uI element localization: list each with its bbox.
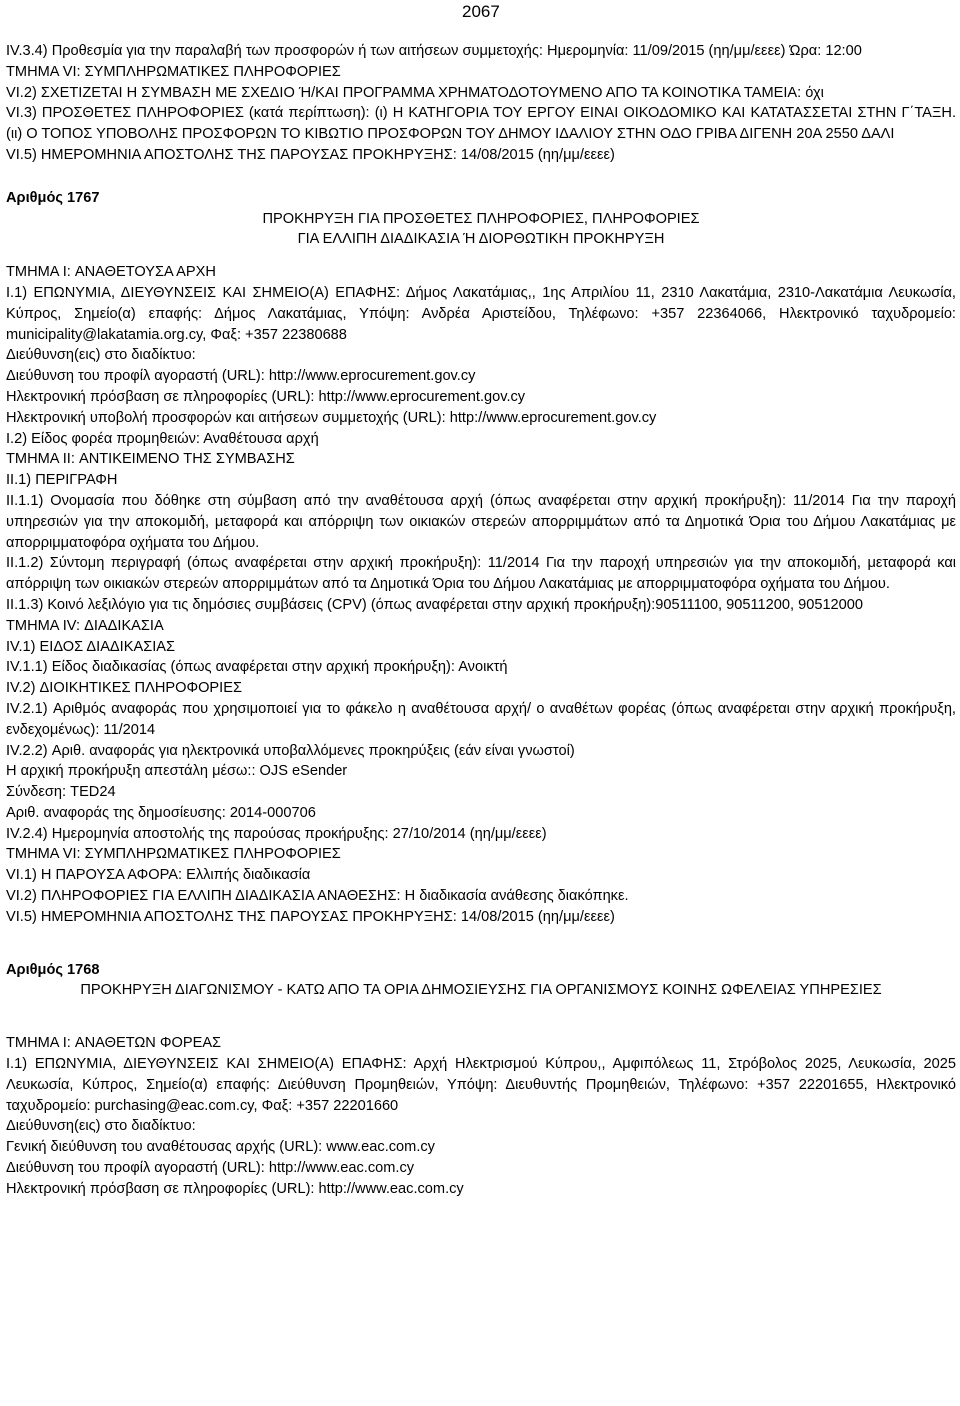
- notice-dispatch-date: IV.2.4) Ημερομηνία αποστολής της παρούσας προκήρυξης: 27/10/2014 (ηη/μμ/εεεε): [6, 825, 547, 842]
- original-sent-via: Η αρχική προκήρυξη απεστάλη μέσω:: OJS eSender: [6, 763, 348, 780]
- notice-number: Αριθμός 1768: [6, 961, 100, 978]
- contact-details: I.1) ΕΠΩΝΥΜΙΑ, ΔΙΕΥΘΥΝΣΕΙΣ ΚΑΙ ΣΗΜΕΙΟ(Α) ΕΠΑΦΗΣ: Δήμος Λακατάμιας,, 1ης Απριλίου 11, 2310 Λακατάμια, 2310-Λακατάμια Λευκωσία, Κύπρος, Σημείο(α) επαφής: Δήμος Λακατάμιας, Υπόψη: Ανδρέα Αριστείδου, Τηλέφωνο: +357 22364066, Ηλεκτρονικό ταχυδρομείο: municipality@lakatamia.org.cy, Φαξ: +357 22380688: [6, 284, 956, 343]
- file-reference: IV.2.1) Αριθμός αναφοράς που χρησιμοποιεί για το φάκελο η αναθέτουσα αρχή/ ο αναθέτων φορέας (όπως αναφέρεται στην αρχική προκήρυξη, ενδεχομένως): 11/2014: [6, 700, 956, 738]
- tender-deadline: IV.3.4) Προθεσμία για την παραλαβή των προσφορών ή των αιτήσεων συμμετοχής: Ημερομηνία: 11/09/2015 (ηη/μμ/εεεε) Ώρα: 12:00: [6, 43, 862, 59]
- page-number: 2067: [462, 2, 500, 21]
- short-description: II.1.2) Σύντομη περιγραφή (όπως αναφέρεται στην αρχική προκήρυξη): 11/2014 Για την παροχή υπηρεσιών για την αποκομιδή, μεταφορά και απόρριψη των οικιακών στερεών απορριμμάτων από τα Δημοτικά Όρια του Δήμου Λακατάμιας με απορριμματοφόρα οχήματα του Δήμου.: [6, 555, 956, 593]
- section-heading: ΤΜΗΜΑ II: ΑΝΤΙΚΕΙΜΕΝΟ ΤΗΣ ΣΥΜΒΑΣΗΣ: [6, 451, 295, 468]
- general-address-url: Γενική διεύθυνση του αναθέτουσας αρχής (URL): www.eac.com.cy: [6, 1139, 435, 1156]
- section-heading: ΤΜΗΜΑ VI: ΣΥΜΠΛΗΡΩΜΑΤΙΚΕΣ ΠΛΗΡΟΦΟΡΙΕΣ: [6, 63, 341, 80]
- info-access-url: Ηλεκτρονική πρόσβαση σε πληροφορίες (URL): http://www.eprocurement.gov.cy: [6, 388, 526, 405]
- section-heading: ΤΜΗΜΑ I: ΑΝΑΘΕΤΟΥΣΑ ΑΡΧΗ: [6, 264, 216, 281]
- buyer-profile-url: Διεύθυνση του προφίλ αγοραστή (URL): http://www.eac.com.cy: [6, 1160, 415, 1177]
- login-line: Σύνδεση: TED24: [6, 784, 116, 801]
- dispatch-date: VI.5) ΗΜΕΡΟΜΗΝΙΑ ΑΠΟΣΤΟΛΗΣ ΤΗΣ ΠΑΡΟΥΣΑΣ ΠΡΟΚΗΡΥΞΗΣ: 14/08/2015 (ηη/μμ/εεεε): [6, 908, 615, 925]
- contact-details: I.1) ΕΠΩΝΥΜΙΑ, ΔΙΕΥΘΥΝΣΕΙΣ ΚΑΙ ΣΗΜΕΙΟ(Α) ΕΠΑΦΗΣ: Αρχή Ηλεκτρισμού Κύπρου,, Αμφιπόλεως 11, Στρόβολος 2025, Λευκωσία, 2025 Λευκωσία, Κύπρος, Σημείο(α) επαφής: Διεύθυνση Προμηθειών, Υπόψη: Διευθυντής Προμηθειών, Τηλέφωνο: +357 22201655, Ηλεκτρονικό ταχυδρομείο: purchasing@eac.com.cy, Φαξ: +357 22201660: [6, 1056, 956, 1114]
- additional-info: VI.3) ΠΡΟΣΘΕΤΕΣ ΠΛΗΡΟΦΟΡΙΕΣ (κατά περίπτωση): (ι) Η ΚΑΤΗΓΟΡΙΑ ΤΟΥ ΕΡΓΟΥ ΕΙΝΑΙ ΟΙΚΟΔΟΜΙΚΟ ΚΑΙ ΚΑΤΑΤΑΣΣΕΤΑΙ ΣΤΗΝ Γ΄ΤΑΞΗ. (ιι) Ο ΤΟΠΟΣ ΥΠΟΒΟΛΗΣ ΠΡΟΣΦΟΡΩΝ ΤΟ ΚΙΒΩΤΙΟ ΠΡΟΣΦΟΡΩΝ ΤΟΥ ΔΗΜΟΥ ΙΔΑΛΙΟΥ ΣΤΗΝ ΟΔΟ ΓΡΙΒΑ ΔΙΓΕΝΗ 20Α 2550 ΔΑΛΙ: [6, 105, 956, 143]
- internet-addresses-label: Διεύθυνση(εις) στο διαδίκτυο:: [6, 1118, 196, 1135]
- publication-reference: Αριθ. αναφοράς της δημοσίευσης: 2014-000706: [6, 804, 316, 821]
- buyer-profile-url: Διεύθυνση του προφίλ αγοραστή (URL): http://www.eprocurement.gov.cy: [6, 368, 476, 385]
- notice-number: Αριθμός 1767: [6, 189, 100, 206]
- subsection-heading: IV.1) ΕΙΔΟΣ ΔΙΑΔΙΚΑΣΙΑΣ: [6, 638, 176, 655]
- internet-addresses-label: Διεύθυνση(εις) στο διαδίκτυο:: [6, 347, 196, 364]
- entity-type: I.2) Είδος φορέα προμηθειών: Αναθέτουσα αρχή: [6, 430, 319, 447]
- procedure-type: IV.1.1) Είδος διαδικασίας (όπως αναφέρεται στην αρχική προκήρυξη): Ανοικτή: [6, 659, 508, 676]
- section-heading: ΤΜΗΜΑ IV: ΔΙΑΔΙΚΑΣΙΑ: [6, 617, 164, 634]
- subsection-heading: IV.2) ΔΙΟΙΚΗΤΙΚΕΣ ΠΛΗΡΟΦΟΡΙΕΣ: [6, 680, 242, 697]
- eu-funding-line: VI.2) ΣΧΕΤΙΖΕΤΑΙ Η ΣΥΜΒΑΣΗ ΜΕ ΣΧΕΔΙΟ Ή/ΚΑΙ ΠΡΟΓΡΑΜΜΑ ΧΡΗΜΑΤΟΔΟΤΟΥΜΕΝΟ ΑΠΟ ΤΑ ΚΟΙΝΟΤΙΚΑ ΤΑΜΕΙΑ: όχι: [6, 84, 824, 101]
- dispatch-date: VI.5) ΗΜΕΡΟΜΗΝΙΑ ΑΠΟΣΤΟΛΗΣ ΤΗΣ ΠΑΡΟΥΣΑΣ ΠΡΟΚΗΡΥΞΗΣ: 14/08/2015 (ηη/μμ/εεεε): [6, 146, 615, 163]
- info-access-url: Ηλεκτρονική πρόσβαση σε πληροφορίες (URL): http://www.eac.com.cy: [6, 1180, 464, 1197]
- tender-submission-url: Ηλεκτρονική υποβολή προσφορών και αιτήσεων συμμετοχής (URL): http://www.eprocurement.gov.cy: [6, 409, 657, 426]
- contract-title: II.1.1) Ονομασία που δόθηκε στη σύμβαση από την αναθέτουσα αρχή (όπως αναφέρεται στην αρχική προκήρυξη): 11/2014 Για την παροχή υπηρεσιών για την αποκομιδή, μεταφορά και απόρριψη των οικιακών στερεών απορριμμάτων από τα Δημοτικά Όρια του Δήμου Λακατάμιας με απορριμματοφόρα οχήματα του Δήμου.: [6, 492, 956, 551]
- notice-title: ΠΡΟΚΗΡΥΞΗ ΔΙΑΓΩΝΙΣΜΟΥ - ΚΑΤΩ ΑΠΟ ΤΑ ΟΡΙΑ ΔΗΜΟΣΙΕΥΣΗΣ ΓΙΑ ΟΡΓΑΝΙΣΜΟΥΣ ΚΟΙΝΗΣ ΩΦΕΛΕΙΑΣ ΥΠΗΡΕΣΙΕΣ: [80, 982, 882, 999]
- notice-concerns: VI.1) Η ΠΑΡΟΥΣΑ ΑΦΟΡΑ: Ελλιπής διαδικασία: [6, 867, 311, 884]
- section-heading: ΤΜΗΜΑ VI: ΣΥΜΠΛΗΡΩΜΑΤΙΚΕΣ ΠΛΗΡΟΦΟΡΙΕΣ: [6, 846, 341, 863]
- subsection-heading: II.1) ΠΕΡΙΓΡΑΦΗ: [6, 472, 118, 489]
- notice-title-line: ΓΙΑ ΕΛΛΙΠΗ ΔΙΑΔΙΚΑΣΙΑ Ή ΔΙΟΡΘΩΤΙΚΗ ΠΡΟΚΗΡΥΞΗ: [297, 231, 665, 248]
- electronic-reference: IV.2.2) Αριθ. αναφοράς για ηλεκτρονικά υποβαλλόμενες προκηρύξεις (εάν είναι γνωστοί): [6, 742, 575, 759]
- notice-title-line: ΠΡΟΚΗΡΥΞΗ ΓΙΑ ΠΡΟΣΘΕΤΕΣ ΠΛΗΡΟΦΟΡΙΕΣ, ΠΛΗΡΟΦΟΡΙΕΣ: [262, 210, 700, 227]
- cpv-codes: II.1.3) Κοινό λεξιλόγιο για τις δημόσιες συμβάσεις (CPV) (όπως αναφέρεται στην αρχική προκήρυξη):90511100, 90511200, 90512000: [6, 596, 864, 613]
- incomplete-procedure-info: VI.2) ΠΛΗΡΟΦΟΡΙΕΣ ΓΙΑ ΕΛΛΙΠΗ ΔΙΑΔΙΚΑΣΙΑ ΑΝΑΘΕΣΗΣ: Η διαδικασία ανάθεσης διακόπηκε.: [6, 888, 629, 905]
- document-body: [6, 41, 956, 1200]
- section-heading: ΤΜΗΜΑ I: ΑΝΑΘΕΤΩΝ ΦΟΡΕΑΣ: [6, 1035, 222, 1052]
